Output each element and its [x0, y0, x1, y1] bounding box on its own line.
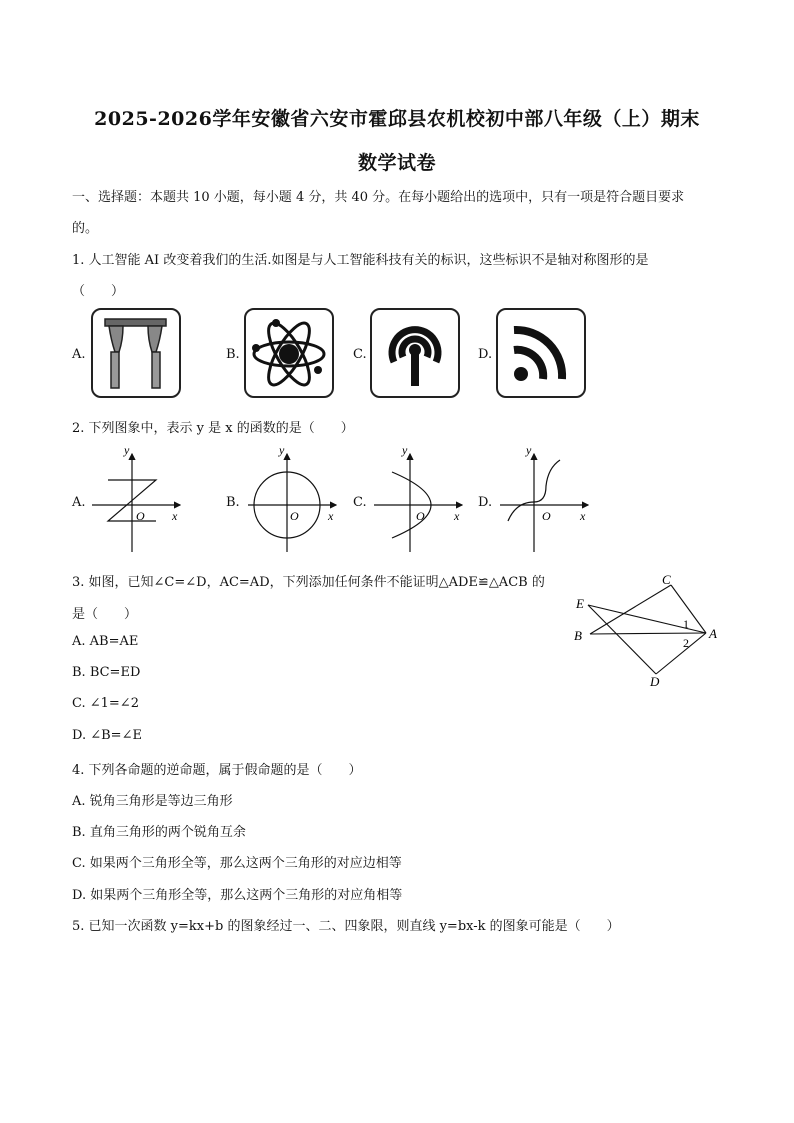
q4-option-c: C. 如果两个三角形全等，那么这两个三角形的对应边相等: [72, 856, 402, 871]
question-1-paren: （ ）: [72, 284, 125, 299]
q3-label-e: E: [576, 596, 584, 611]
q2d-x-label: x: [580, 509, 586, 523]
q3-option-a: A. AB=AE: [72, 634, 139, 649]
q2a-x-label: x: [172, 509, 178, 523]
q4-option-b: B. 直角三角形的两个锐角互余: [72, 825, 246, 840]
q1-option-c-label: C.: [353, 347, 367, 362]
q2-option-b-label: B.: [226, 495, 240, 510]
q3-angle-2: 2: [683, 636, 689, 650]
q2-option-d-label: D.: [478, 495, 493, 510]
q3-triangle-figure: [568, 570, 730, 690]
q2d-y-label: y: [526, 446, 532, 457]
question-2-text: 2. 下列图象中，表示 y 是 x 的函数的是（ ）: [72, 421, 354, 436]
signal-tower-icon: [370, 308, 460, 398]
q2c-y-label: y: [402, 446, 408, 457]
q2b-origin-label: O: [290, 509, 299, 523]
q3-label-d: D: [650, 674, 660, 689]
q2a-y-label: y: [124, 446, 130, 457]
q2c-x-label: x: [454, 509, 460, 523]
q2c-origin-label: O: [416, 509, 425, 523]
q2-graph-b: [244, 446, 344, 558]
q3-option-d: D. ∠B=∠E: [72, 728, 142, 743]
q3-angle-1: 1: [683, 617, 689, 631]
section-header-cont: 的。: [72, 221, 99, 236]
section-header: 一、选择题：本题共 10 小题，每小题 4 分，共 40 分。在每小题给出的选项中，只有一项是符合题目要求: [72, 190, 685, 205]
page-title: 2025-2026学年安徽省六安市霍邱县农机校初中部八年级（上）期末: [94, 108, 700, 130]
q2-option-a-label: A.: [72, 495, 86, 510]
question-3-text: 3. 如图，已知∠C=∠D，AC=AD，下列添加任何条件不能证明△ADE≌△ACB 的: [72, 575, 545, 590]
q3-label-b: B: [574, 628, 582, 643]
q3-option-c: C. ∠1=∠2: [72, 696, 139, 711]
q1-option-a-label: A.: [72, 347, 86, 362]
q3-label-c: C: [662, 572, 671, 587]
q2-graph-a: [88, 446, 188, 558]
page-subtitle: 数学试卷: [357, 152, 436, 174]
q4-option-a: A. 锐角三角形是等边三角形: [72, 794, 233, 809]
q2-option-c-label: C.: [353, 495, 367, 510]
atom-icon: [244, 308, 334, 398]
q2b-x-label: x: [328, 509, 334, 523]
q2a-origin-label: O: [136, 509, 145, 523]
question-5-text: 5. 已知一次函数 y=kx+b 的图象经过一、二、四象限，则直线 y=bx-k 的图象可能是（ ）: [72, 919, 620, 934]
q3-option-b: B. BC=ED: [72, 665, 141, 680]
rss-feed-icon: [496, 308, 586, 398]
curtain-icon: [91, 308, 181, 398]
question-4-text: 4. 下列各命题的逆命题，属于假命题的是（ ）: [72, 763, 362, 778]
q2-graph-c: [370, 446, 470, 558]
question-1-text: 1. 人工智能 AI 改变着我们的生活.如图是与人工智能科技有关的标识，这些标识不是轴对称图形的是: [72, 253, 649, 268]
q2-graph-d: [496, 446, 596, 558]
q3-label-a: A: [709, 626, 717, 641]
q4-option-d: D. 如果两个三角形全等，那么这两个三角形的对应角相等: [72, 888, 403, 903]
question-3-text-cont: 是（ ）: [72, 607, 138, 622]
q2b-y-label: y: [279, 446, 285, 457]
q2d-origin-label: O: [542, 509, 551, 523]
q1-option-d-label: D.: [478, 347, 493, 362]
q1-option-b-label: B.: [226, 347, 240, 362]
